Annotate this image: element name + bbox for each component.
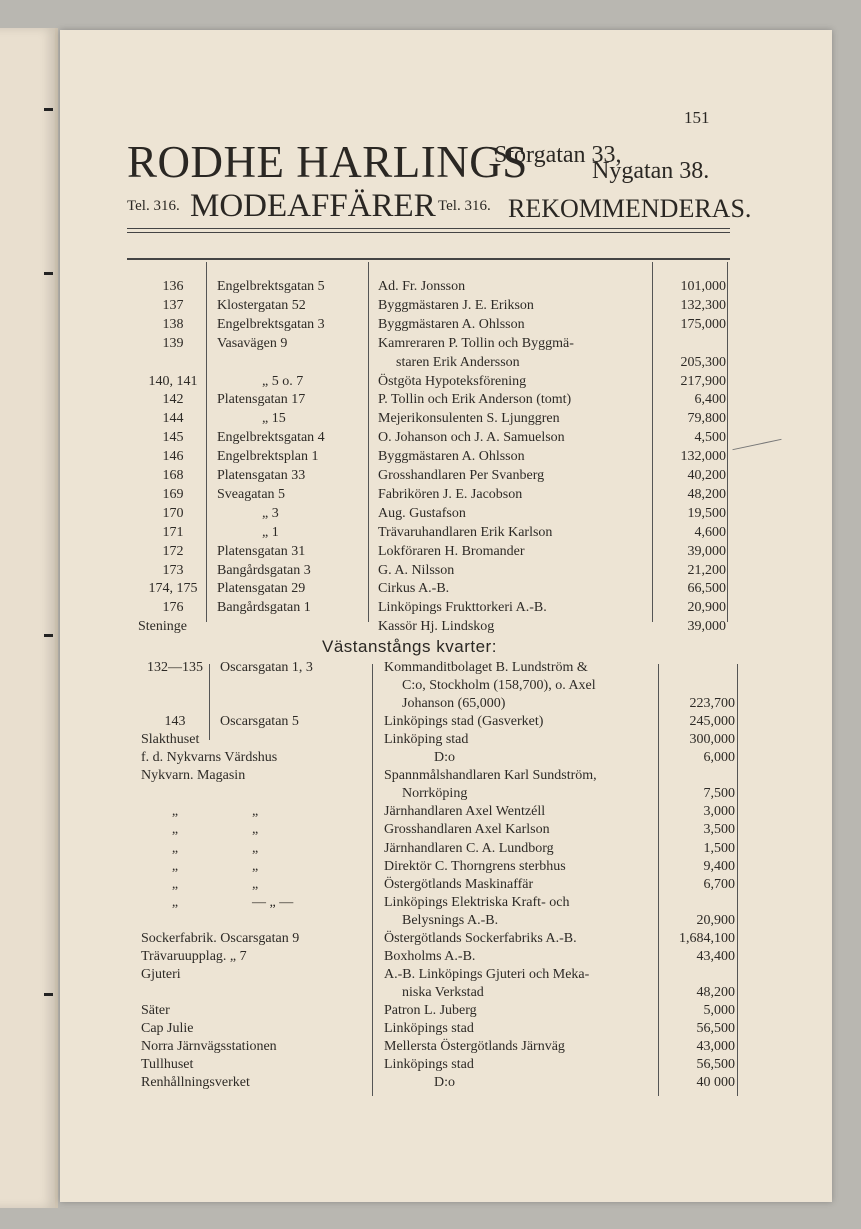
owner-name: Järnhandlaren Axel Wentzéll [384, 804, 546, 820]
assessed-value: 6,400 [694, 392, 726, 408]
table-row [0, 749, 861, 767]
owner-name: Järnhandlaren C. A. Lundborg [384, 840, 554, 856]
assessed-value: 4,500 [694, 430, 726, 446]
table-row [0, 894, 861, 912]
table-row [0, 505, 861, 523]
table-row [0, 695, 861, 713]
owner-name: Byggmästaren A. Ohlsson [378, 316, 525, 332]
assessed-value: 3,500 [703, 822, 735, 838]
plot-number: 172 [162, 543, 184, 559]
assessed-value: 6,000 [703, 750, 735, 766]
owner-name: Ad. Fr. Jonsson [378, 279, 466, 294]
street-address: Engelbrektsgatan 5 [217, 279, 325, 294]
plot-number: „ [171, 804, 179, 820]
street-address: Engelbrektsplan 1 [217, 449, 319, 465]
table-row [0, 618, 861, 636]
table-row [0, 316, 861, 334]
owner-name: Linköpings Frukttorkeri A.-B. [378, 600, 547, 616]
street-address: „ [252, 804, 259, 820]
table-row [0, 580, 861, 598]
owner-name: Direktör C. Thorngrens sterbhus [384, 858, 566, 874]
assessed-value: 48,200 [687, 486, 726, 502]
owner-name: Linköping stad [384, 732, 469, 748]
assessed-value: 245,000 [689, 714, 735, 730]
table-row [0, 1002, 861, 1020]
plot-number: Steninge [138, 619, 187, 635]
assessed-value: 20,900 [696, 912, 735, 928]
table-row [0, 984, 861, 1002]
street-address: „ [252, 840, 259, 856]
plot-number: Slakthuset [141, 732, 200, 748]
owner-name: O. Johanson och J. A. Samuelson [378, 430, 565, 446]
street-address: „ 5 o. 7 [262, 373, 304, 389]
table-row [0, 803, 861, 821]
assessed-value: 175,000 [680, 316, 726, 332]
assessed-value: 1,684,100 [679, 930, 735, 946]
street-address: Platensgatan 29 [217, 581, 306, 597]
table-row [0, 278, 861, 296]
street-address: Platensgatan 17 [217, 392, 306, 408]
advert-tel-right: Tel. 316. [438, 198, 491, 214]
plot-number: 142 [162, 392, 184, 408]
assessed-value: 132,300 [680, 297, 726, 313]
table-row [0, 659, 861, 677]
assessed-value: 43,000 [696, 1039, 735, 1055]
plot-number: Renhållningsverket [141, 1075, 250, 1091]
assessed-value: 56,500 [696, 1021, 735, 1036]
advert-address-line2: Nygatan 38. [592, 158, 710, 184]
table-row [0, 713, 861, 731]
street-address: Vasavägen 9 [217, 335, 288, 351]
owner-name: Kassör Hj. Lindskog [378, 619, 495, 635]
assessed-value: 19,500 [687, 505, 726, 521]
street-address: „ [252, 858, 259, 874]
advert-rule-thin [127, 228, 730, 229]
owner-name: Cirkus A.-B. [378, 581, 450, 597]
assessed-value: 79,800 [687, 411, 726, 427]
advert-firm-name: RODHE HARLINGS [127, 137, 528, 187]
table-row [0, 373, 861, 391]
table-row [0, 966, 861, 984]
owner-name: Linköpings Elektriska Kraft- och [384, 894, 570, 910]
assessed-value: 132,000 [680, 449, 726, 465]
page-number: 151 [684, 108, 710, 127]
plot-number: 168 [162, 468, 184, 483]
table-row [0, 821, 861, 839]
binding-mark [44, 272, 53, 275]
plot-number: 145 [162, 430, 184, 446]
assessed-value: 1,500 [703, 840, 735, 856]
owner-name: Linköpings stad [384, 1021, 474, 1036]
plot-number: 146 [162, 449, 184, 465]
table-row [0, 354, 861, 372]
plot-number: 143 [164, 714, 186, 730]
table-row [0, 1020, 861, 1038]
assessed-value: 21,200 [687, 562, 726, 578]
owner-name: A.-B. Linköpings Gjuteri och Meka- [384, 966, 590, 982]
owner-name: D:o [434, 1075, 455, 1091]
assessed-value: 4,600 [694, 524, 726, 540]
plot-number: 144 [162, 411, 184, 427]
plot-number: Sockerfabrik. Oscarsgatan 9 [141, 930, 300, 946]
assessed-value: 48,200 [696, 984, 735, 1000]
owner-name: Byggmästaren J. E. Erikson [378, 297, 534, 313]
advert-tel-left: Tel. 316. [127, 198, 180, 214]
plot-number: 139 [162, 335, 184, 351]
street-address: „ [252, 876, 259, 892]
owner-name: Spannmålshandlaren Karl Sundström, [384, 768, 597, 784]
advert-rule-thin [127, 232, 730, 233]
owner-name: D:o [434, 750, 455, 766]
owner-name: Norrköping [402, 786, 468, 802]
street-address: Klostergatan 52 [217, 297, 306, 313]
owner-name: Mellersta Östergötlands Järnväg [384, 1039, 565, 1055]
table-row [0, 767, 861, 785]
street-address: „ 15 [262, 411, 286, 427]
table-row [0, 876, 861, 894]
assessed-value: 56,500 [696, 1057, 735, 1073]
owner-name: Johanson (65,000) [402, 696, 506, 712]
street-address: Bangårdsgatan 3 [217, 562, 311, 578]
owner-name: Grosshandlaren Per Svanberg [378, 468, 545, 483]
table-row [0, 858, 861, 876]
assessed-value: 205,300 [680, 354, 726, 370]
owner-name: G. A. Nilsson [378, 562, 455, 578]
plot-number: Gjuteri [141, 966, 181, 982]
assessed-value: 3,000 [703, 804, 735, 820]
plot-number: „ [171, 894, 179, 910]
owner-name: Östergötlands Sockerfabriks A.-B. [384, 930, 577, 946]
assessed-value: 223,700 [689, 696, 735, 712]
plot-number: „ [171, 876, 179, 892]
plot-number: Norra Järnvägsstationen [141, 1039, 277, 1055]
table-row [0, 410, 861, 428]
owner-name: Patron L. Juberg [384, 1002, 477, 1018]
table-row [0, 912, 861, 930]
table-row [0, 599, 861, 617]
advert-address-line1: Storgatan 33, [494, 142, 622, 168]
owner-name: Linköpings stad (Gasverket) [384, 714, 544, 730]
table-row [0, 486, 861, 504]
owner-name: Östergötlands Maskinaffär [384, 876, 534, 892]
owner-name: Belysnings A.-B. [402, 912, 499, 928]
street-address: — „ — [252, 894, 294, 910]
section-heading: Västanstångs kvarter: [322, 637, 497, 656]
owner-name: Boxholms A.-B. [384, 948, 476, 964]
table-top-rule [127, 258, 730, 260]
binding-mark [44, 108, 53, 111]
assessed-value: 217,900 [680, 373, 726, 389]
table-row [0, 429, 861, 447]
plot-number: 132—135 [147, 660, 203, 675]
assessed-value: 20,900 [687, 600, 726, 616]
street-address: Engelbrektsgatan 3 [217, 316, 325, 332]
owner-name: Fabrikören J. E. Jacobson [378, 486, 523, 502]
street-address: Bangårdsgatan 1 [217, 600, 311, 616]
plot-number: 140, 141 [148, 373, 198, 389]
table-row [0, 335, 861, 353]
owner-name: niska Verkstad [402, 984, 484, 1000]
assessed-value: 9,400 [703, 858, 735, 874]
table-row [0, 1056, 861, 1074]
plot-number: 170 [162, 505, 184, 521]
owner-name: Trävaruhandlaren Erik Karlson [378, 524, 553, 540]
plot-number: „ [171, 822, 179, 838]
owner-name: C:o, Stockholm (158,700), o. Axel [402, 678, 596, 694]
plot-number: 174, 175 [148, 581, 198, 597]
assessed-value: 6,700 [703, 876, 735, 892]
table-row [0, 562, 861, 580]
plot-number: 138 [162, 316, 184, 332]
table-row [0, 467, 861, 485]
table-row [0, 930, 861, 948]
plot-number: 176 [162, 600, 184, 616]
owner-name: Kamreraren P. Tollin och Byggmä- [378, 335, 574, 351]
plot-number: 173 [162, 562, 184, 578]
plot-number: Tullhuset [141, 1057, 194, 1073]
plot-number: f. d. Nykvarns Värdshus [141, 750, 278, 766]
plot-number: Säter [141, 1002, 170, 1018]
plot-number: 136 [162, 279, 184, 294]
plot-number: 171 [162, 524, 184, 540]
plot-number: Nykvarn. Magasin [141, 768, 246, 784]
assessed-value: 39,000 [687, 619, 726, 635]
advert-business: MODEAFFÄRER [190, 188, 436, 224]
assessed-value: 66,500 [687, 581, 726, 597]
owner-name: Byggmästaren A. Ohlsson [378, 449, 525, 465]
street-address: Platensgatan 31 [217, 543, 306, 559]
owner-name: P. Tollin och Erik Anderson (tomt) [378, 392, 572, 408]
table-row [0, 391, 861, 409]
owner-name: Linköpings stad [384, 1057, 474, 1073]
plot-number: Cap Julie [141, 1021, 194, 1036]
table-row [0, 948, 861, 966]
assessed-value: 300,000 [689, 732, 735, 748]
owner-name: Lokföraren H. Bromander [378, 543, 525, 559]
street-address: Engelbrektsgatan 4 [217, 430, 325, 446]
owner-name: Grosshandlaren Axel Karlson [384, 822, 550, 838]
assessed-value: 40,200 [687, 468, 726, 483]
table-row [0, 785, 861, 803]
owner-name: Mejerikonsulenten S. Ljunggren [378, 411, 560, 427]
table-row [0, 731, 861, 749]
plot-number: „ [171, 858, 179, 874]
street-address: Platensgatan 33 [217, 468, 306, 483]
owner-name: staren Erik Andersson [396, 354, 520, 370]
table-row [0, 840, 861, 858]
street-address: „ [252, 822, 259, 838]
plot-number: 137 [162, 297, 184, 313]
street-address: „ 3 [262, 505, 279, 521]
owner-name: Kommanditbolaget B. Lundström & [384, 660, 588, 675]
assessed-value: 5,000 [703, 1002, 735, 1018]
plot-number: Trävaruupplag. „ 7 [141, 948, 247, 964]
table-row [0, 448, 861, 466]
street-address: Sveagatan 5 [217, 486, 286, 502]
assessed-value: 39,000 [687, 543, 726, 559]
assessed-value: 7,500 [703, 786, 735, 802]
assessed-value: 43,400 [696, 948, 735, 964]
plot-number: „ [171, 840, 179, 856]
owner-name: Östgöta Hypoteksförening [378, 373, 527, 389]
street-address: „ 1 [262, 524, 279, 540]
assessed-value: 40 000 [696, 1075, 735, 1091]
table-row [0, 297, 861, 315]
assessed-value: 101,000 [680, 279, 726, 294]
advert-slogan: REKOMMENDERAS. [508, 194, 752, 223]
street-address: Oscarsgatan 1, 3 [220, 660, 313, 675]
table-row [0, 524, 861, 542]
table-row [0, 677, 861, 695]
owner-name: Aug. Gustafson [378, 505, 466, 521]
plot-number: 169 [162, 486, 184, 502]
table-row [0, 1074, 861, 1092]
table-row [0, 1038, 861, 1056]
street-address: Oscarsgatan 5 [220, 714, 299, 730]
table-row [0, 543, 861, 561]
